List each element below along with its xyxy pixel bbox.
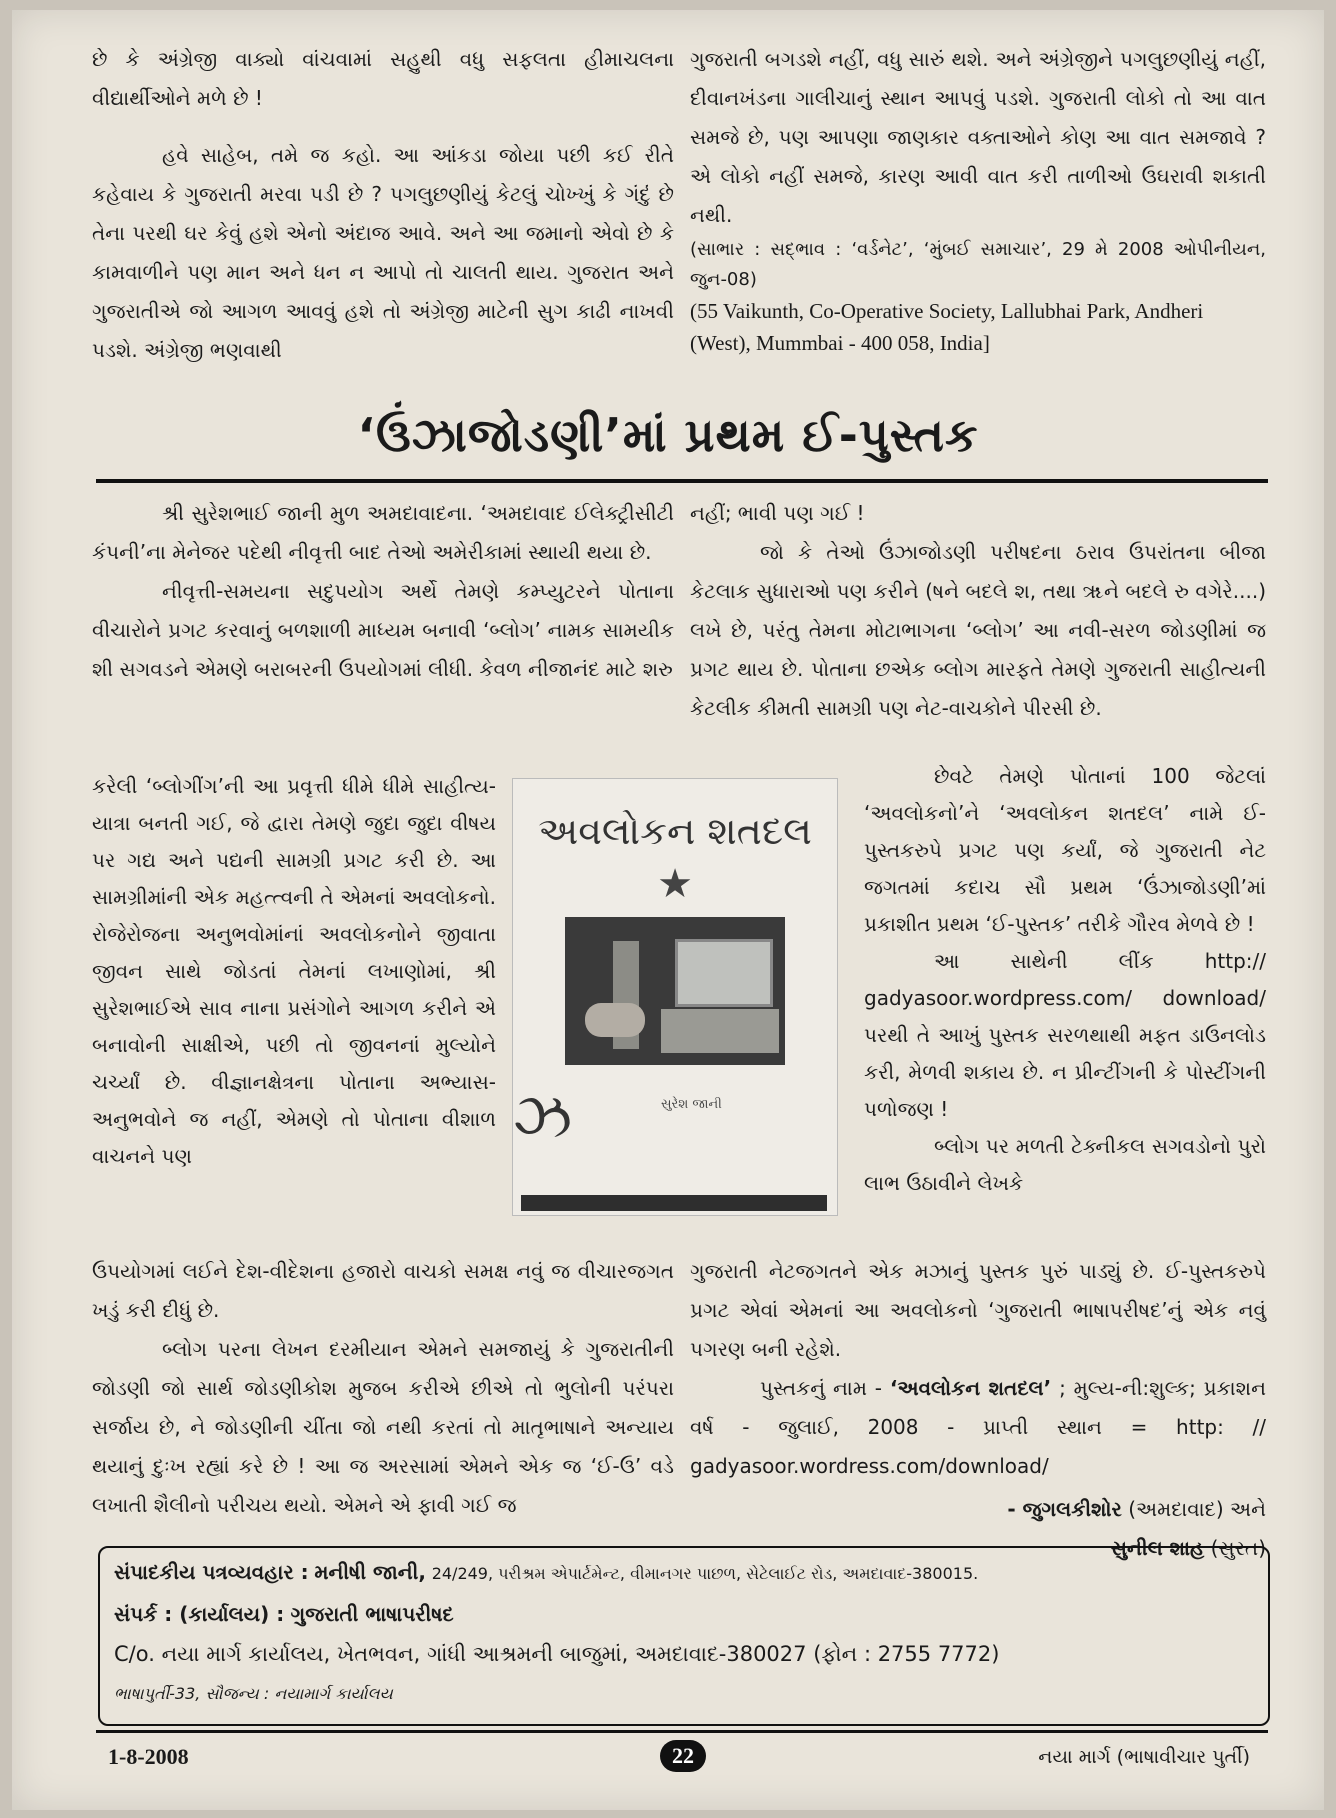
star-icon: ★ xyxy=(657,861,693,907)
signature-place: (અમદાવાદ) અને xyxy=(1128,1497,1266,1521)
headline-rule xyxy=(96,479,1268,483)
contact-box xyxy=(98,1546,1270,1726)
editorial-label: સંપાદકીય પત્રવ્યવહાર : xyxy=(114,1560,309,1584)
office-label: સંપર્ક : (કાર્યાલય) : xyxy=(114,1602,285,1626)
paragraph: હવે સાહેબ, તમે જ કહો. આ આંકડા જોયા પછી કઈ રીતે કહેવાય કે ગુજરાતી મરવા પડી છે ? પગલુછણીયું કેટલું ચોખ્ખું કે ગંદું છે તેના પરથી ઘર કેવું હશે એનો અંદાજ આવે. અને આ જમાનો એવો છે કે કામવાળીને પણ માન અને ધન ન આપો તો ચાલતી થાય. ગુજરાત અને ગુજરાતીએ જો આગળ આવવું હશે તો અંગ્રેજી માટેની સુગ કાઢી નાખવી પડશે. અંગ્રેજી ભણવાથી xyxy=(92,143,674,362)
cover-calligraphy: ઝ xyxy=(513,1079,573,1152)
book-cover-image xyxy=(512,778,838,1216)
paragraph: બ્લોગ પર મળતી ટેક્નીકલ સગવડોનો પુરો લાભ ઉઠાવીને લેખકે xyxy=(864,1134,1266,1195)
office-address: C/o. નયા માર્ગ કાર્યાલય, ખેતભવન, ગાંધી આશ્રમની બાજુમાં, અમદાવાદ-380027 (ફોન : 2755 7772) xyxy=(114,1642,1000,1666)
cover-title: અવલોકન શતદલ xyxy=(538,809,812,853)
supplement-note: ભાષાપુર્તી-33, સૌજન્ય : નયામાર્ગ કાર્યાલય xyxy=(114,1684,393,1703)
page-number: 22 xyxy=(660,1740,706,1772)
signature-place: (સુરત) xyxy=(1210,1536,1266,1560)
book-name: ‘અવલોકન શતદલ’ xyxy=(889,1376,1052,1400)
article-right-column xyxy=(690,494,1266,728)
article-headline: ‘ઉંઝાજોડણી’માં પ્રથમ ઈ-પુસ્તક xyxy=(357,408,979,462)
cover-band xyxy=(521,1195,827,1211)
signature-name: સુનીલ શાહ xyxy=(1110,1536,1205,1560)
paragraph: ગુજરાતી નેટજગતને એક મઝાનું પુસ્તક પુરું પાડ્યું છે. ઈ-પુસ્તકરુપે પ્રગટ એવાં એમનાં આ અવલોકનો ‘ગુજરાતી ભાષાપરીષદ’નું એક નવું પગરણ બની રહેશે. xyxy=(690,1259,1266,1361)
issue-date: 1-8-2008 xyxy=(108,1744,189,1769)
editor-name: મનીષી જાની, xyxy=(314,1560,426,1584)
cover-author: સુરેશ જાની xyxy=(661,1097,722,1112)
signature-1 xyxy=(690,1490,1266,1529)
top-left-column xyxy=(92,40,674,370)
paragraph: શ્રી સુરેશભાઈ જાની મુળ અમદાવાદના. ‘અમદાવાદ ઈલેક્ટ્રીસીટી કંપની’ના મેનેજર પદેથી નીવૃત્તી બાદ તેઓ અમેરીકામાં સ્થાયી થયા છે. xyxy=(92,501,674,564)
book-lead: પુસ્તકનું નામ - xyxy=(760,1376,883,1400)
newspaper-page xyxy=(12,10,1324,1810)
paragraph: કરેલી ‘બ્લોગીંગ’ની આ પ્રવૃત્તી ધીમે ધીમે સાહીત્ય-યાત્રા બનતી ગઈ, જે દ્વારા તેમણે જુદા જુદા વીષય પર ગદ્ય અને પદ્યની સામગ્રી પ્રગટ કરી છે. આ સામગ્રીમાંની એક મહત્ત્વની તે એમનાં અવલોકનો. રોજેરોજના અનુભવોમાંનાં અવલોકનોને જીવાતા જીવન સાથે જોડતાં તેમનાં લખાણોમાં, શ્રી સુરેશભાઈએ સાવ નાના પ્રસંગોને આગળ કરીને એ બનાવોની સાક્ષીએ, પછી તો જીવનનાં મુલ્યોને ચર્ચ્યાં છે. વીજ્ઞાનક્ષેત્રના પોતાના અભ્યાસ-અનુભવોને જ નહીં, એમણે તો પોતાના વીશાળ વાચનને પણ xyxy=(92,774,496,1168)
paragraph: આ સાથેની લીંક http:// gadyasoor.wordpress.com/ download/ પરથી તે આખું પુસ્તક સરળથાથી મફત ડાઉનલોડ કરી, મેળવી શકાય છે. ન પ્રીન્ટીંગની કે પોસ્ટીંગની પળોજણ ! xyxy=(864,949,1266,1121)
article-left-column xyxy=(92,494,674,689)
office-name: ગુજરાતી ભાષાપરીષદ xyxy=(290,1602,454,1626)
photo-element xyxy=(661,1009,779,1053)
photo-element xyxy=(675,939,773,1007)
article-left-narrow xyxy=(92,768,496,1175)
book-rest: ; મુલ્ય-ની:શુલ્ક; પ્રકાશન વર્ષ - જુલાઈ, 2008 - પ્રાપ્તી સ્થાન = http: // gadyasoor.wordress.com/download/ xyxy=(690,1376,1267,1478)
paragraph: જો કે તેઓ ઉંઝાજોડણી પરીષદના ઠરાવ ઉપરાંતના બીજા કેટલાક સુધારાઓ પણ કરીને (ષને બદલે શ, તથા ૠને બદલે રુ વગેરે....) લખે છે, પરંતુ તેમના મોટાભાગના ‘બ્લોગ’ આ નવી-સરળ જોડણીમાં જ પ્રગટ થાય છે. પોતાના છએક બ્લોગ મારફતે તેમણે ગુજરાતી સાહીત્યની કેટલીક કીમતી સામગ્રી પણ નેટ-વાચકોને પીરસી છે. xyxy=(690,540,1266,720)
top-right-column xyxy=(690,40,1266,359)
author-address: (55 Vaikunth, Co-Operative Society, Lallubhai Park, Andheri (West), Mummbai - 400 058, India] xyxy=(690,299,1204,355)
editorial-contact xyxy=(114,1560,978,1584)
paragraph: છેવટે તેમણે પોતાનાં 100 જેટલાં ‘અવલોકનો’ને ‘અવલોકન શતદલ’ નામે ઈ-પુસ્તકરુપે પ્રગટ પણ કર્યાં, જે ગુજરાતી નેટ જગતમાં કદાચ સૌ પ્રથમ ‘ઉંઝાજોડણી’માં પ્રકાશીત પ્રથમ ‘ઈ-પુસ્તક’ તરીકે ગૌરવ મેળવે છે ! xyxy=(864,764,1266,936)
book-details xyxy=(690,1369,1266,1486)
paragraph: ઉપયોગમાં લઈને દેશ-વીદેશના હજારો વાચકો સમક્ષ નવું જ વીચારજગત ખડું કરી દીધું છે. xyxy=(92,1259,674,1322)
paragraph: નીવૃત્તી-સમયના સદુપયોગ અર્થે તેમણે કમ્પ્યુટરને પોતાના વીચારોને પ્રગટ કરવાનું બળશાળી માધ્યમ બનાવી ‘બ્લોગ’ નામક સામયીક શી સગવડને એમણે બરાબરની ઉપયોગમાં લીધી. કેવળ નીજાનંદ માટે શરુ xyxy=(92,579,674,681)
source-credit: (સાભાર : સદ્ભાવ : ‘વર્ડનેટ’, ‘મુંબઈ સમાચાર’, 29 મે 2008 ઓપીનીયન, જુન-08) xyxy=(690,239,1266,290)
office-contact xyxy=(114,1602,454,1626)
photo-element xyxy=(585,1003,645,1037)
signature-name: - જુગલકીશોર xyxy=(1007,1497,1122,1521)
article-right-lower xyxy=(690,1252,1266,1568)
publication-name: નયા માર્ગ (ભાષાવીચાર પુર્તી) xyxy=(1038,1746,1250,1768)
paragraph: ગુજરાતી બગડશે નહીં, વધુ સારું થશે. અને અંગ્રેજીને પગલુછણીયું નહીં, દીવાનખંડના ગાલીચાનું સ્થાન આપવું પડશે. ગુજરાતી લોકો તો આ વાત સમજે છે, પણ આપણા જાણકાર વક્તાઓને કોણ આ વાત સમજાવે ? એ લોકો નહીં સમજે, કારણ આવી વાત કરી તાળીઓ ઉઘરાવી શકાતી નથી. xyxy=(690,47,1266,227)
editor-address: 24/249, પરીશ્રમ એપાર્ટમેન્ટ, વીમાનગર પાછળ, સેટેલાઈટ રોડ, અમદાવાદ-380015. xyxy=(431,1564,979,1583)
article-left-lower xyxy=(92,1252,674,1525)
footer-rule xyxy=(96,1730,1268,1733)
paragraph: છે કે અંગ્રેજી વાક્યો વાંચવામાં સહુથી વધુ સફલતા હીમાચલના વીદ્યાર્થીઓને મળે છે ! xyxy=(92,47,674,110)
article-right-narrow xyxy=(864,758,1266,1202)
computer-photo xyxy=(565,917,785,1065)
paragraph: બ્લોગ પરના લેખન દરમીયાન એમને સમજાયું કે ગુજરાતીની જોડણી જો સાર્થ જોડણીકોશ મુજબ કરીએ છીએ તો ભુલોની પરંપરા સર્જાય છે, ને જોડણીની ચીંતા જો નથી કરતાં તો માતૃભાષાને અન્યાય થયાનું દુઃખ રહ્યાં કરે છે ! આ જ અરસામાં એમને એક જ ‘ઈ-ઉ’ વડે લખાતી શૈલીનો પરીચય થયો. એમને એ ફાવી ગઈ જ xyxy=(92,1337,674,1517)
paragraph: નહીં; ભાવી પણ ગઈ ! xyxy=(690,501,865,525)
